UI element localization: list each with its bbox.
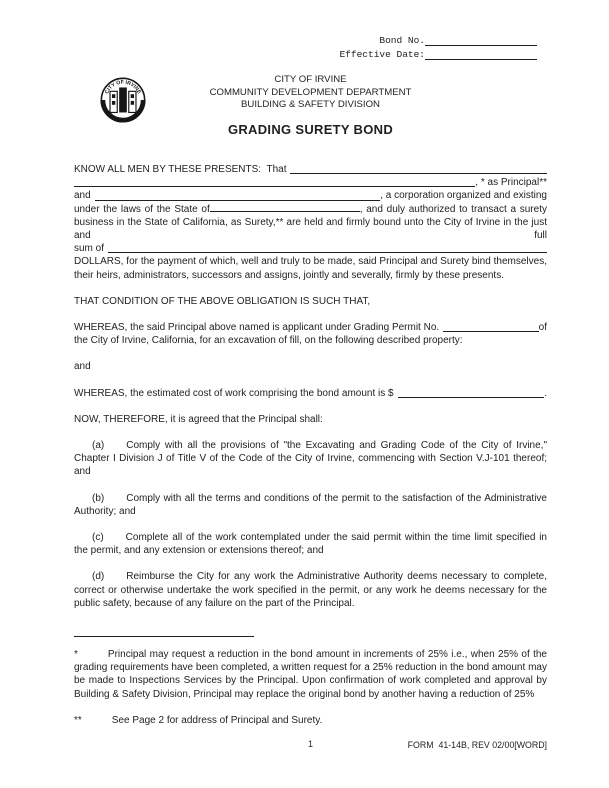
svg-text:CITY OF IRVINE: CITY OF IRVINE <box>104 79 142 96</box>
principal-name-blank-1 <box>290 163 547 174</box>
clause-c-label: (c) <box>92 532 104 544</box>
described-property-text: the City of Irvine, California, for an excavation of fill, on the following described property: <box>74 335 463 347</box>
sum-line <box>74 242 547 255</box>
period-text: . <box>544 387 547 399</box>
clause-a-label: (a) <box>92 440 105 452</box>
division-name: BUILDING & SAFETY DIVISION <box>241 99 380 111</box>
bond-no-blank <box>425 34 537 46</box>
whereas-permit-text: WHEREAS, the said Principal above named is applicant under Grading Permit No. <box>74 322 440 334</box>
bond-no-label: Bond No. <box>379 35 425 46</box>
grading-permit-no-blank <box>443 321 538 332</box>
state-blank <box>210 211 360 212</box>
as-principal-text: , * as Principal** <box>475 177 547 189</box>
paragraph-whereas-permit <box>74 321 547 347</box>
sum-of-text: sum of <box>74 243 105 255</box>
clause-b-text: Comply with all the terms and conditions of the permit to the satisfaction of the Administrative Authority; and <box>74 492 547 517</box>
clause-a <box>74 439 547 479</box>
estimated-cost-text: WHEREAS, the estimated cost of work comprising the bond amount is $ <box>74 387 394 399</box>
footnote-reduction-text: Principal may request a reduction in the bond amount in increments of 25% i.e., when 25% of the grading requirements have been completed, a written request for a 25% reduction in the bond amount may be made to Inspections Services by the Principal. Upon confirmation of work completed and approval by Building & Safety Division, Principal may replace the original bond by another having a reduction of 25% <box>74 649 547 700</box>
bond-header-block <box>74 34 537 62</box>
document-body <box>74 163 547 752</box>
sum-amount-blank <box>108 242 547 253</box>
document-header <box>74 74 547 136</box>
clause-c <box>74 531 547 557</box>
page-footer <box>74 738 547 752</box>
clause-d <box>74 570 547 610</box>
effective-date-blank <box>425 48 537 60</box>
principal-name-line-1 <box>74 163 547 176</box>
footnote-reduction <box>74 648 547 701</box>
dollars-clause: DOLLARS, for the payment of which, well and truly to be made, said Principal and Surety bind themselves, their heirs, administrators, successors and assigns, jointly and severally, firmly by these presents. <box>74 256 547 281</box>
page-number: 1 <box>307 739 314 750</box>
principal-name-line-2 <box>74 176 547 189</box>
org-name: CITY OF IRVINE <box>274 74 347 85</box>
footnote-see-page-2 <box>74 714 547 727</box>
document-title: GRADING SURETY BOND <box>227 121 394 137</box>
footnote-divider <box>74 636 254 637</box>
bond-no-line <box>74 34 537 48</box>
clause-b <box>74 492 547 518</box>
clause-a-text: Comply with all the provisions of "the Excavating and Grading Code of the City of Irvine," Chapter I Division J of Title V of the Code of the City of Irvine, commencing with Section V.J-101 thereof; and <box>74 440 547 478</box>
clause-c-text: Complete all of the work contemplated under the said permit within the time limit specified in the permit, and any extension or extensions thereof; and <box>74 532 547 557</box>
paragraph-and: and <box>74 361 91 373</box>
clause-d-label: (d) <box>92 571 105 583</box>
surety-name-blank <box>95 189 381 200</box>
form-number: FORM 41-14B, REV 02/00[WORD] <box>407 740 547 751</box>
paragraph-now-therefore: NOW, THEREFORE, it is agreed that the Principal shall: <box>74 413 323 425</box>
clause-d-text: Reimburse the City for any work the Administrative Authority deems necessary to complete, correct or otherwise undertake the work specified in the permit, or any work he deems necessary for the public safety, because of any failure on the part of the Principal. <box>74 571 547 609</box>
footnote-double-asterisk-marker: ** <box>74 714 82 726</box>
authorized-surety-text: , and duly authorized to transact a surety business in the State of California, as Surety,** are held and firmly bound unto the City of Irvine in the just and full <box>74 203 547 241</box>
clause-b-label: (b) <box>92 492 105 504</box>
of-text: of <box>538 322 547 334</box>
footnote-see-page-2-text: See Page 2 for address of Principal and Surety. <box>111 714 323 726</box>
paragraph-know-all-men <box>74 163 547 282</box>
effective-date-label: Effective Date: <box>339 49 425 60</box>
and-text: and <box>74 190 91 202</box>
paragraph-whereas-cost <box>74 387 547 400</box>
laws-of-state-text: under the laws of the State of <box>74 203 210 215</box>
grading-permit-line <box>74 321 547 334</box>
footnote-asterisk-marker: * <box>74 649 78 661</box>
department-name: COMMUNITY DEVELOPMENT DEPARTMENT <box>209 86 412 98</box>
effective-date-line <box>74 48 537 62</box>
state-of-incorporation-line <box>74 203 547 243</box>
principal-name-blank-2 <box>74 176 475 187</box>
bond-amount-blank <box>398 387 545 398</box>
paragraph-condition: THAT CONDITION OF THE ABOVE OBLIGATION IS SUCH THAT, <box>74 295 371 307</box>
corporation-text: , a corporation organized and existing <box>380 190 547 202</box>
estimated-cost-line <box>74 387 547 400</box>
know-all-men-text: KNOW ALL MEN BY THESE PRESENTS: That <box>74 163 287 175</box>
city-of-irvine-seal-logo <box>98 72 148 130</box>
surety-name-line <box>74 189 547 202</box>
